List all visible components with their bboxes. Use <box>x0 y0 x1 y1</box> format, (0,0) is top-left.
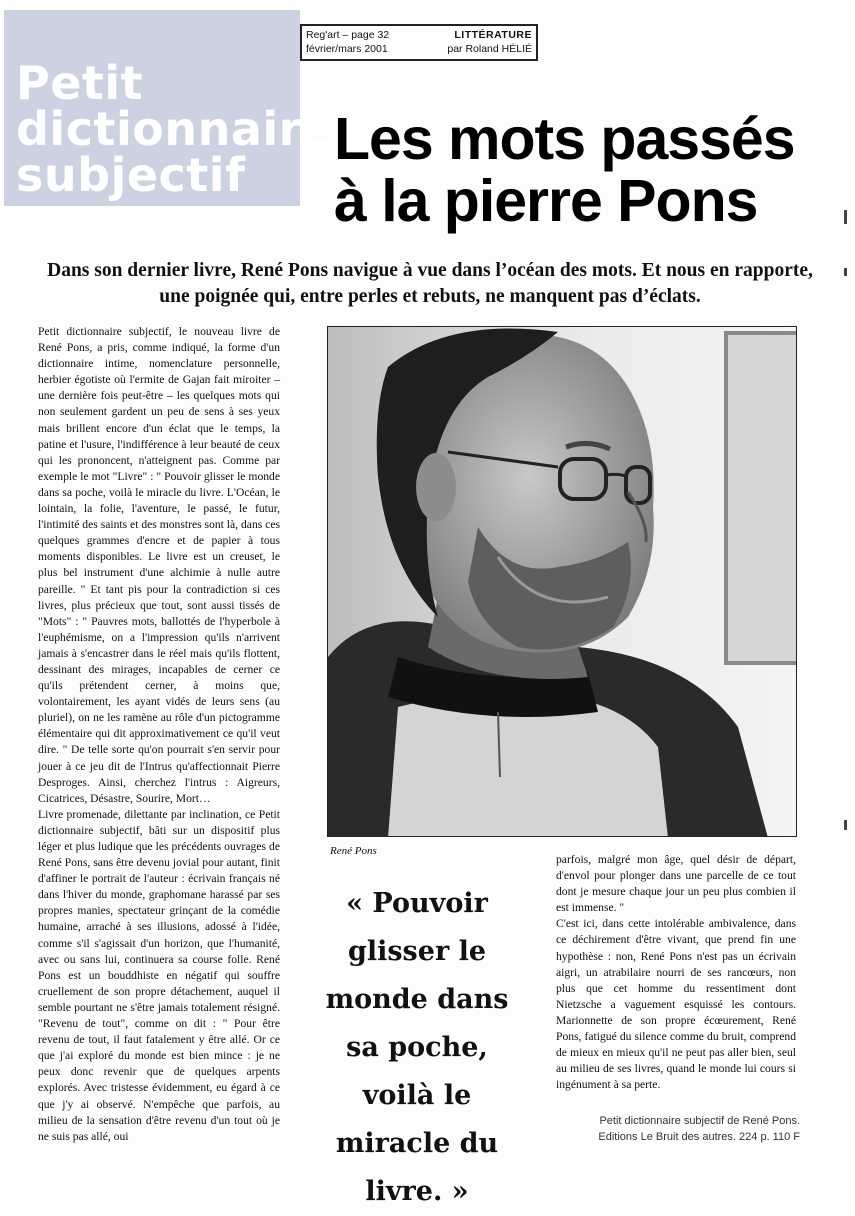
rubric-line-3: subjectif <box>16 148 246 202</box>
author-photo <box>327 326 797 837</box>
title-line-2: à la pierre Pons <box>334 168 758 234</box>
issue-date: février/mars 2001 <box>306 43 388 55</box>
scan-mark <box>844 820 847 830</box>
rubric-line-2: dictionnaire <box>16 102 334 156</box>
body-paragraph: Livre promenade, dilettante par inclination, ce Petit dictionnaire subjectif, bâti sur un dispositif plus léger et plus ludique que les précédents ouvrages de René Pons, sans être devenu jovial pour autant, finit d'affiner le portrait de l'auteur : écrivain français né dans l'hiver du monde, graphomane harassé par ses propres manies, spectateur grinçant de la comédie humaine, arraché à ses illusions, adossé à l'idée, comme s'il s'agissait d'un horizon, que l'humanité, avec ou sans lui, continuera sa course folle. René Pons est un bouddhiste en négatif qui souffre cruellement de son propre détachement, auquel il semble pourtant ne s'être jamais totalement résigné. "Revenu de tout", comme on dit : " Pour être revenu de tout, il faut fatalement y être allé. Or ce que j'ai exploré du monde est bien mince : je ne peux donc revenir que de quelques arpents explorés. Avec tristesse évidemment, eu égard à ce que j'y ai observé. N'empêche que parfois, au milieu de la sensation d'être revenu d'un tout où je ne suis pas allé, oui <box>38 807 280 1143</box>
credits-line-2: Editions Le Bruit des autres. 224 p. 110 F <box>598 1131 800 1143</box>
photo-caption: René Pons <box>330 845 377 857</box>
article-title <box>334 108 814 232</box>
article-author: par Roland HÉLIÉ <box>447 43 532 55</box>
rubric-line-1: Petit <box>16 56 144 110</box>
scan-mark <box>844 268 847 276</box>
section-name: LITTÉRATURE <box>454 29 532 41</box>
body-paragraph: Petit dictionnaire subjectif, le nouveau livre de René Pons, a pris, comme indiqué, la forme d'un dictionnaire intime, nomenclature personnelle, herbier égotiste où l'ermite de Gajan fait miroiter – une dernière fois peut-être – les quelques mots qui non seulement gardent un peu de sens à ses yeux mais brillent encore d'un éclat que le temps, la patine et l'usure, l'indifférence à leur beauté de ceux qui les prononcent, n'atteignent pas. Comme par exemple le mot "Livre" : " Pouvoir glisser le monde dans sa poche, voilà le miracle du livre. L'Océan, le lointain, la folie, l'aventure, le passé, le futur, l'intimité des saints et des monstres sont là, dans ces quelques grammes d'encre et de papier à tous moments disponibles. Le livre est un creuset, le plus bel instrument d'une alchimie à nulle autre pareille. " Et tant pis pour la contradiction si ces livres, plus précieux que tout, sont aussi tissés de "Mots" : " Pauvres mots, ballottés de l'hyperbole à l'euphémisme, on a l'impression qu'ils n'arrivent jamais à s'encastrer dans le réel mais qu'ils flottent, dessinant des mirages, incapables de cerner ce qu'ils prétendent cerner, à moins que, volontairement, les ayant vidés de leurs sens (au pluriel), on ne les ramène au rôle d'un pictogramme élémentaire qui dit approximativement ce qu'il veut dire. " De telle sorte qu'on pourrait s'en servir pour jouer à ce jeu dit de l'Intrus qu'affectionnait Pierre Desproges. Ainsi, cherchez l'intrus : Aigreurs, Cicatrices, Désastre, Sourire, Mort… <box>38 325 280 805</box>
magazine-page: Reg'art – page 32 <box>306 29 390 41</box>
book-credits <box>590 1113 800 1145</box>
portrait-illustration <box>328 327 797 837</box>
credits-line-1: Petit dictionnaire subjectif de René Pons. <box>599 1115 800 1127</box>
scan-mark <box>844 210 847 224</box>
pull-quote: « Pouvoir glisser le monde dans sa poche, voilà le miracle du livre. » <box>325 888 509 1207</box>
header-info-box <box>300 24 538 61</box>
article-lead: Dans son dernier livre, René Pons navigue à vue dans l’océan des mots. Et nous en rapporte, une poignée qui, entre perles et rebuts, ne manquent pas d’éclats. <box>47 260 813 307</box>
body-paragraph: C'est ici, dans cette intolérable ambivalence, dans ce déchirement d'être vivant, que prend fin une hypothèse : non, René Pons n'est pas un écrivain aigri, un atrabilaire nourri de ses rancœurs, non plus que cet homme du ressentiment dont Nietzsche a vaguement esquissé les contours. Marionnette de son propre écœurement, René Pons, fatigué du silence comme du bruit, comprend de mieux en mieux qu'il ne peut pas aller bien, seul au milieu de ses livres, quand le monde lui cours si ingénument à sa perte. <box>556 917 796 1092</box>
body-column-left <box>38 324 280 1145</box>
body-paragraph: parfois, malgré mon âge, quel désir de départ, d'envol pour plonger dans une parcelle de ce tout dont je mesure chaque jour un peu plus combien il est immense. " <box>556 853 796 915</box>
body-column-right <box>556 852 796 1093</box>
section-rubric <box>4 10 334 206</box>
title-line-1: Les mots passés <box>334 106 795 172</box>
